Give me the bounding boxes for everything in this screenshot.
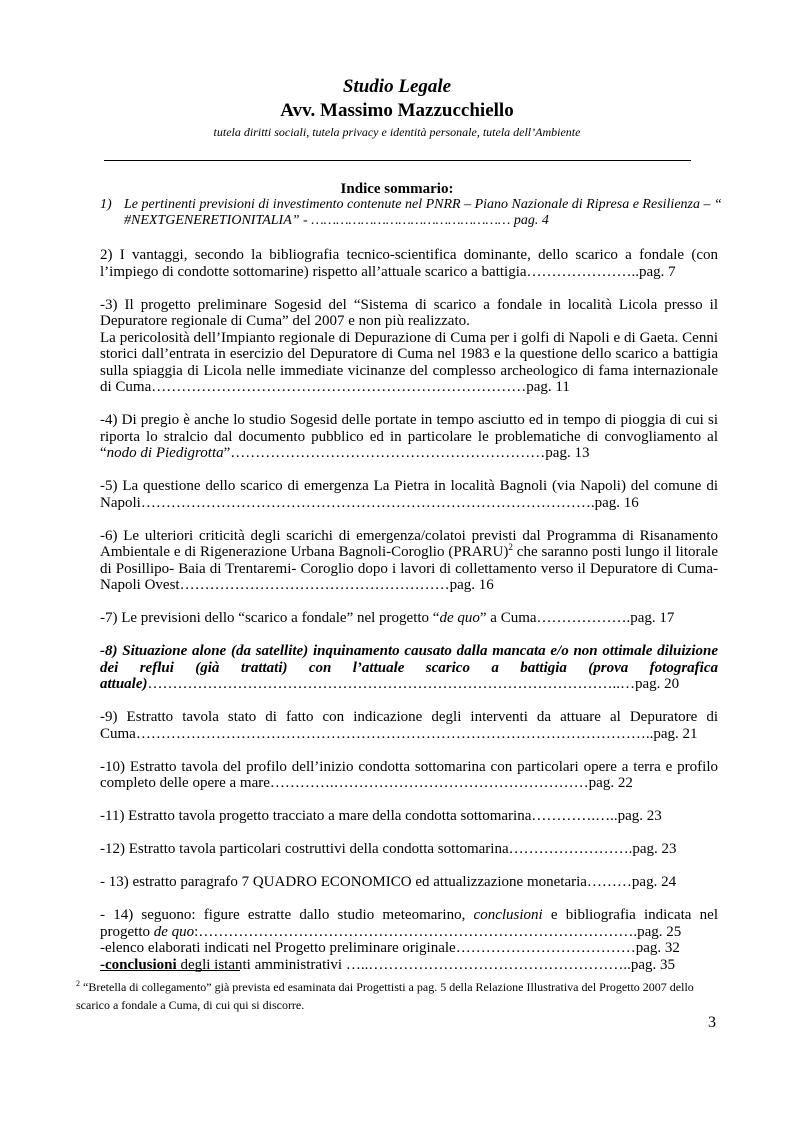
toc-entry-text: -9) Estratto tavola stato di fatto con indicazione degli interventi da attuare al Depuratore di Cuma…………………………………………………………………………………………..pag. 21 (100, 709, 718, 742)
toc-entry-text: -8) Situazione alone (da satellite) inquinamento causato dalla mancata e/o non ottimale diluizione dei reflui (già trattati) con l’attuale scarico a battigia (prova fotografica attuale) (100, 643, 718, 692)
toc-entry-text: -12) Estratto tavola particolari costruttivi della condotta sottomarina…………………….pag. 23 (100, 841, 677, 857)
toc-entry-page: :…………………………………………………………………………….pag. 25 (194, 923, 682, 940)
toc-entry-emphasis: nodo di Piedigrotta (106, 445, 224, 461)
header-divider (104, 160, 691, 161)
toc-entry-text: -5) La questione dello scarico di emergenza La Pietra in località Bagnoli (via Napoli) del comune di Napoli……………………………………………………………………………….pag. 16 (100, 478, 718, 511)
toc-entry-text: -4) Di pregio è anche lo studio Sogesid delle portate in tempo asciutto ed in tempo di pioggia di cui si riporta lo stralcio dal documento pubblico ed in particolare le problematiche di convogliamento al “ (100, 412, 718, 461)
toc-subentry-elenco: -elenco elaborati indicati nel Progetto preliminare originale………………………………pag. 32 (100, 940, 680, 956)
toc-entry-text-2: e bibliografia indicata nel progetto (100, 907, 718, 940)
toc-entry-text: -11) Estratto tavola progetto tracciato a mare della condotta sottomarina………….…..pag. 23 (100, 808, 662, 824)
toc-entry-7 (100, 610, 718, 627)
toc-entry-2 (100, 247, 718, 280)
letterhead-subtitle: tutela diritti sociali, tutela privacy e identità personale, tutela dell’Ambiente (213, 125, 581, 139)
toc-entry-4 (100, 412, 718, 462)
letterhead-title: Studio Legale (342, 76, 452, 97)
toc-entry-text-2: che saranno posti lungo il litorale di Posillipo- Baia di Trentaremi- Coroglio dopo i lavori di collettamento verso il Depuratore di Cuma-Napoli Ovest………………………………………………pag. 16 (100, 544, 718, 593)
toc-entry-8 (100, 643, 718, 693)
toc-entry-emphasis-2: de quo (153, 923, 195, 940)
toc-entry-14 (100, 907, 718, 973)
footnote-ref: 2 (508, 542, 513, 552)
toc-entry-text-2: La pericolosità dell’Impianto regionale di Depurazione di Cuma per i golfi di Napoli e di Gaeta. Cenni storici dall’entrata in esercizio del Depuratore di Cuma nel 1983 e la questione dello scarico a battigia sulla spiaggia di Licola nelle immediate vicinanze del complesso archeologico di fama internazionale di Cuma…………………………………………………………………pag. 11 (100, 329, 718, 395)
toc-entry-text: - 14) seguono: figure estratte dallo studio meteomarino, (100, 907, 474, 923)
footnote-divider (100, 970, 240, 971)
toc-entry-12 (100, 841, 718, 858)
toc-entry-emphasis: conclusioni (473, 907, 543, 923)
letterhead-name: Avv. Massimo Mazzucchiello (280, 100, 514, 121)
toc-entry-3 (100, 297, 718, 396)
footnote (76, 978, 716, 1014)
toc-entry-text: -3) Il progetto preliminare Sogesid del “Sistema di scarico a fondale in località Licola presso il Depuratore regionale di Cuma” del 2007 e non più realizzato. (100, 296, 718, 329)
toc-subentry-text: degli istanti amministrativi …..……………………………………………..pag. 35 (176, 956, 675, 973)
toc-entry-10 (100, 759, 718, 792)
toc-entry-page: ” a Cuma……………….pag. 17 (479, 610, 675, 626)
footnote-text: “Bretella di collegamento” già prevista ed esaminata dai Progettisti a pag. 5 della Relazione Illustrativa del Progetto 2007 dello scarico a fondale a Cuma, di cui qui si discorre. (76, 980, 694, 1012)
toc-entry-page: …………………………………………………………………………………..…pag. 20 (147, 676, 680, 692)
footnote-number: 2 (76, 979, 80, 988)
toc-subentry-bold: -conclusioni (100, 956, 177, 973)
toc-entry-5 (100, 478, 718, 511)
toc-entry-text: -6) Le ulteriori criticità degli scarichi di emergenza/colatoi previsti dal Programma di Risanamento Ambientale e di Rigenerazione Urbana Bagnoli-Coroglio (PRARU) (100, 527, 718, 560)
toc-entry-13 (100, 874, 718, 891)
toc-entry-text: 2) I vantaggi, secondo la bibliografia tecnico-scientifica dominante, dello scarico a fondale (con l’impiego di condotte sottomarine) rispetto all’attuale scarico a battigia…………………..pag. 7 (100, 247, 718, 280)
toc-entry-text: -7) Le previsioni dello “scarico a fondale” nel progetto “ (100, 610, 440, 626)
index-title: Indice sommario: (340, 181, 454, 197)
toc-entry-6 (100, 528, 718, 594)
toc-entry-emphasis: de quo (439, 610, 480, 626)
toc-entry-text: -10) Estratto tavola del profilo dell’inizio condotta sottomarina con particolari opere a terra e profilo completo delle opere a mare………….……………………………………………pag. 22 (100, 758, 718, 791)
toc-entry-page: ”………………………………………………………pag. 13 (223, 445, 590, 461)
toc-entry-text: - 13) estratto paragrafo 7 QUADRO ECONOMICO ed attualizzazione monetaria………pag. 24 (100, 874, 677, 890)
toc-entry-number: 1) (100, 197, 112, 212)
toc-entry-1 (100, 197, 742, 229)
toc-body (100, 247, 718, 990)
toc-entry-text: Le pertinenti previsioni di investimento contenute nel PNRR – Piano Nazionale di Ripresa e Resilienza – “ #NEXTGENERETIONITALIA” - ………………………………………… pag. 4 (124, 197, 722, 228)
page-number: 3 (708, 1014, 716, 1031)
toc-entry-11 (100, 808, 718, 825)
toc-entry-9 (100, 709, 718, 742)
